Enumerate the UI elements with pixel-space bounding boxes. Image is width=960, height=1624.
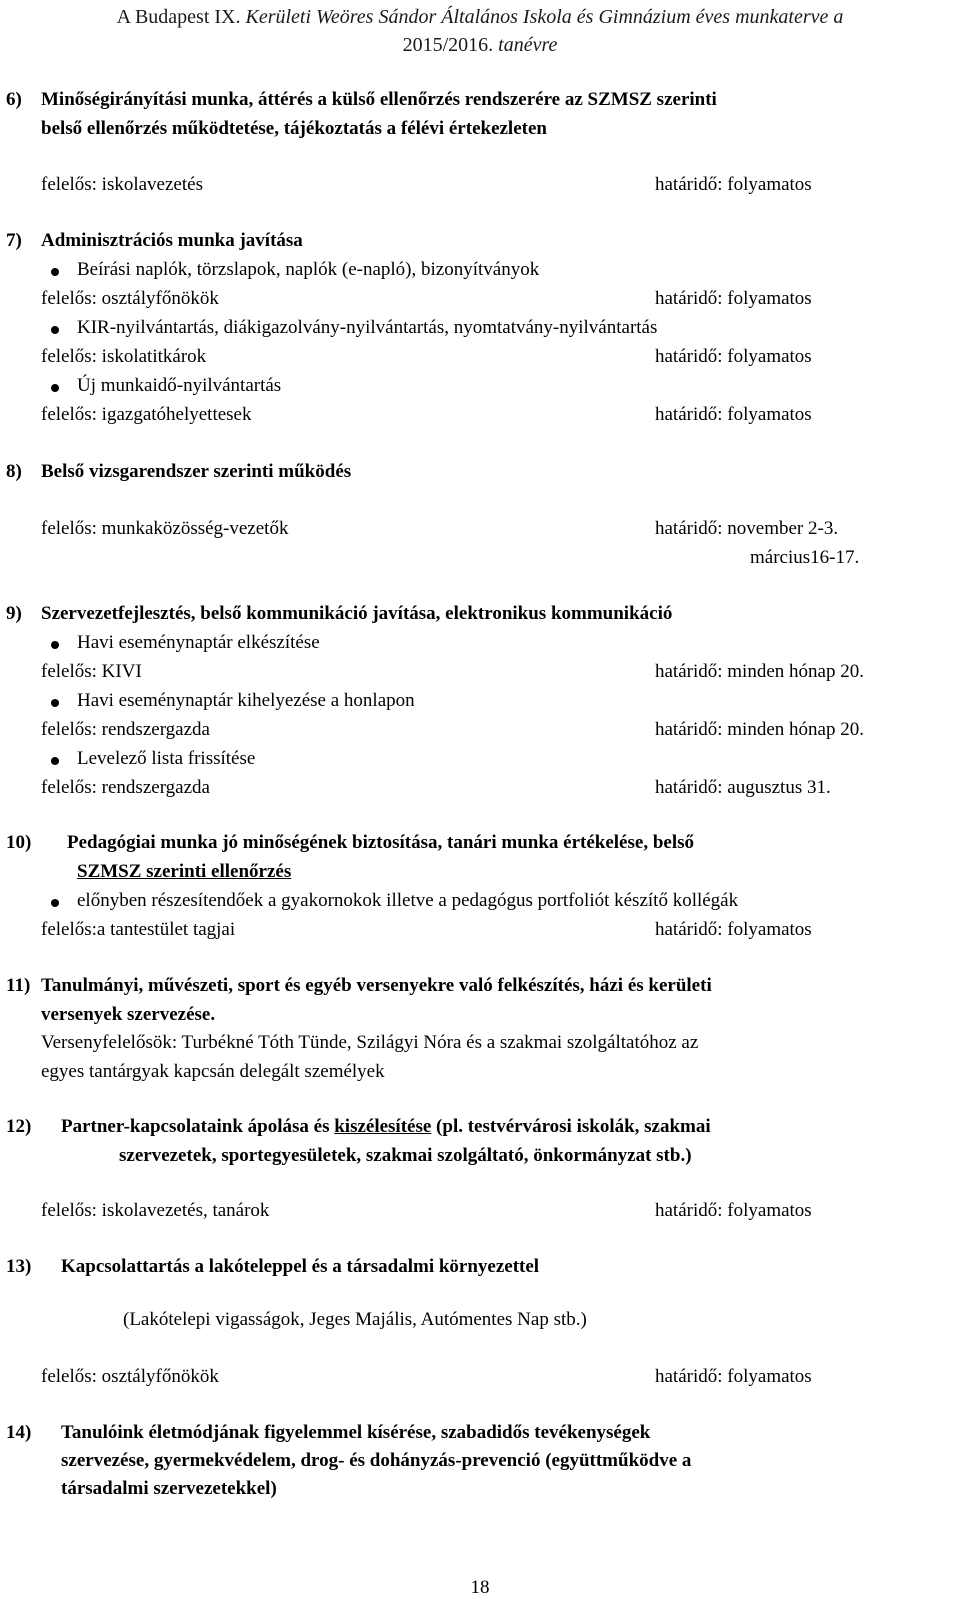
bullet-icon xyxy=(51,699,59,707)
section-9-item-1-responsible: felelős: KIVI xyxy=(41,661,142,682)
section-12-deadline: határidő: folyamatos xyxy=(655,1200,812,1221)
section-11-body: Versenyfelelősök: Turbékné Tóth Tünde, Szilágyi Nóra és a szakmai szolgáltatóhoz az xyxy=(41,1032,699,1053)
section-9-item-2-responsible: felelős: rendszergazda xyxy=(41,719,210,740)
page-header-line2 xyxy=(0,34,960,57)
section-7-item-1-deadline: határidő: folyamatos xyxy=(655,288,812,309)
section-9-item-2-deadline: határidő: minden hónap 20. xyxy=(655,719,864,740)
section-12-title-cont: szervezetek, sportegyesületek, szakmai szolgáltató, önkormányzat stb.) xyxy=(119,1145,692,1166)
section-14-title-cont: szervezése, gyermekvédelem, drog- és dohányzás-prevenció (együttműködve a xyxy=(61,1450,692,1471)
section-10-deadline: határidő: folyamatos xyxy=(655,919,812,940)
section-9-item-1: Havi eseménynaptár elkészítése xyxy=(77,632,320,653)
section-12-title-underlined: kiszélesítése xyxy=(334,1116,432,1137)
section-11-body-cont: egyes tantárgyak kapcsán delegált személyek xyxy=(41,1061,385,1082)
section-14-number: 14) xyxy=(6,1422,32,1443)
section-8-responsible: felelős: munkaközösség-vezetők xyxy=(41,518,289,539)
section-13-responsible: felelős: osztályfőnökök xyxy=(41,1366,219,1387)
section-12-title-part: Partner-kapcsolataink ápolása és xyxy=(61,1116,335,1137)
section-6-title: Minőségirányítási munka, áttérés a külső ellenőrzés rendszerére az SZMSZ szerinti xyxy=(41,89,717,110)
section-13-note: (Lakótelepi vigasságok, Jeges Majális, Autómentes Nap stb.) xyxy=(123,1309,587,1330)
section-9-item-3-responsible: felelős: rendszergazda xyxy=(41,777,210,798)
section-13-number: 13) xyxy=(6,1256,32,1277)
section-8-title: Belső vizsgarendszer szerinti működés xyxy=(41,461,352,482)
section-9-title: Szervezetfejlesztés, belső kommunikáció javítása, elektronikus kommunikáció xyxy=(41,603,673,624)
section-12-responsible: felelős: iskolavezetés, tanárok xyxy=(41,1200,270,1221)
section-6-title-cont: belső ellenőrzés működtetése, tájékoztatás a félévi értekezleten xyxy=(41,118,547,139)
page-header xyxy=(0,6,960,29)
section-7-title: Adminisztrációs munka javítása xyxy=(41,230,303,251)
section-11-title-cont: versenyek szervezése. xyxy=(41,1004,216,1025)
section-8-deadline-2: március16-17. xyxy=(750,547,860,568)
section-6-number: 6) xyxy=(6,89,22,110)
section-7-item-2-deadline: határidő: folyamatos xyxy=(655,346,812,367)
section-7-item-1: Beírási naplók, törzslapok, naplók (e-napló), bizonyítványok xyxy=(77,259,540,280)
header-school-name: Kerületi Weöres Sándor Általános Iskola és Gimnázium éves munkaterve a xyxy=(245,6,844,28)
section-9-item-1-deadline: határidő: minden hónap 20. xyxy=(655,661,864,682)
section-13-title: Kapcsolattartás a lakóteleppel és a társadalmi környezettel xyxy=(61,1256,540,1277)
section-11-number: 11) xyxy=(6,975,31,996)
section-12-title-part: (pl. testvérvárosi iskolák, szakmai xyxy=(431,1116,711,1137)
section-14-title-cont-2: társadalmi szervezetekkel) xyxy=(61,1478,277,1499)
section-8-number: 8) xyxy=(6,461,22,482)
header-text: A Budapest IX. xyxy=(116,6,246,28)
bullet-icon xyxy=(51,641,59,649)
section-13-deadline: határidő: folyamatos xyxy=(655,1366,812,1387)
bullet-icon xyxy=(51,757,59,765)
section-9-number: 9) xyxy=(6,603,22,624)
section-9-item-2: Havi eseménynaptár kihelyezése a honlapon xyxy=(77,690,415,711)
section-9-item-3-deadline: határidő: augusztus 31. xyxy=(655,777,831,798)
section-7-number: 7) xyxy=(6,230,22,251)
section-10-number: 10) xyxy=(6,832,32,853)
bullet-icon xyxy=(51,326,59,334)
section-7-item-3: Új munkaidő-nyilvántartás xyxy=(77,375,282,396)
section-7-item-1-responsible: felelős: osztályfőnökök xyxy=(41,288,219,309)
header-suffix: tanévre xyxy=(498,34,558,56)
section-12-number: 12) xyxy=(6,1116,32,1137)
page-number: 18 xyxy=(470,1577,490,1598)
section-12-title xyxy=(61,1116,711,1138)
section-10-item: előnyben részesítendőek a gyakornokok illetve a pedagógus portfoliót készítő kollégák xyxy=(77,890,739,911)
section-11-title: Tanulmányi, művészeti, sport és egyéb versenyekre való felkészítés, házi és kerületi xyxy=(41,975,712,996)
section-6-deadline: határidő: folyamatos xyxy=(655,174,812,195)
section-6-responsible: felelős: iskolavezetés xyxy=(41,174,203,195)
section-7-item-2: KIR-nyilvántartás, diákigazolvány-nyilvántartás, nyomtatvány-nyilvántartás xyxy=(77,317,658,338)
section-7-item-3-responsible: felelős: igazgatóhelyettesek xyxy=(41,404,252,425)
section-10-responsible: felelős:a tantestület tagjai xyxy=(41,919,236,940)
bullet-icon xyxy=(51,268,59,276)
header-year: 2015/2016. xyxy=(402,34,499,56)
section-7-item-2-responsible: felelős: iskolatitkárok xyxy=(41,346,207,367)
section-14-title: Tanulóink életmódjának figyelemmel kísérése, szabadidős tevékenységek xyxy=(61,1422,651,1443)
section-9-item-3: Levelező lista frissítése xyxy=(77,748,256,769)
bullet-icon xyxy=(51,899,59,907)
section-10-title: Pedagógiai munka jó minőségének biztosítása, tanári munka értékelése, belső xyxy=(67,832,694,853)
bullet-icon xyxy=(51,384,59,392)
section-7-item-3-deadline: határidő: folyamatos xyxy=(655,404,812,425)
section-10-title-cont: SZMSZ szerinti ellenőrzés xyxy=(77,861,292,882)
section-8-deadline: határidő: november 2-3. xyxy=(655,518,839,539)
